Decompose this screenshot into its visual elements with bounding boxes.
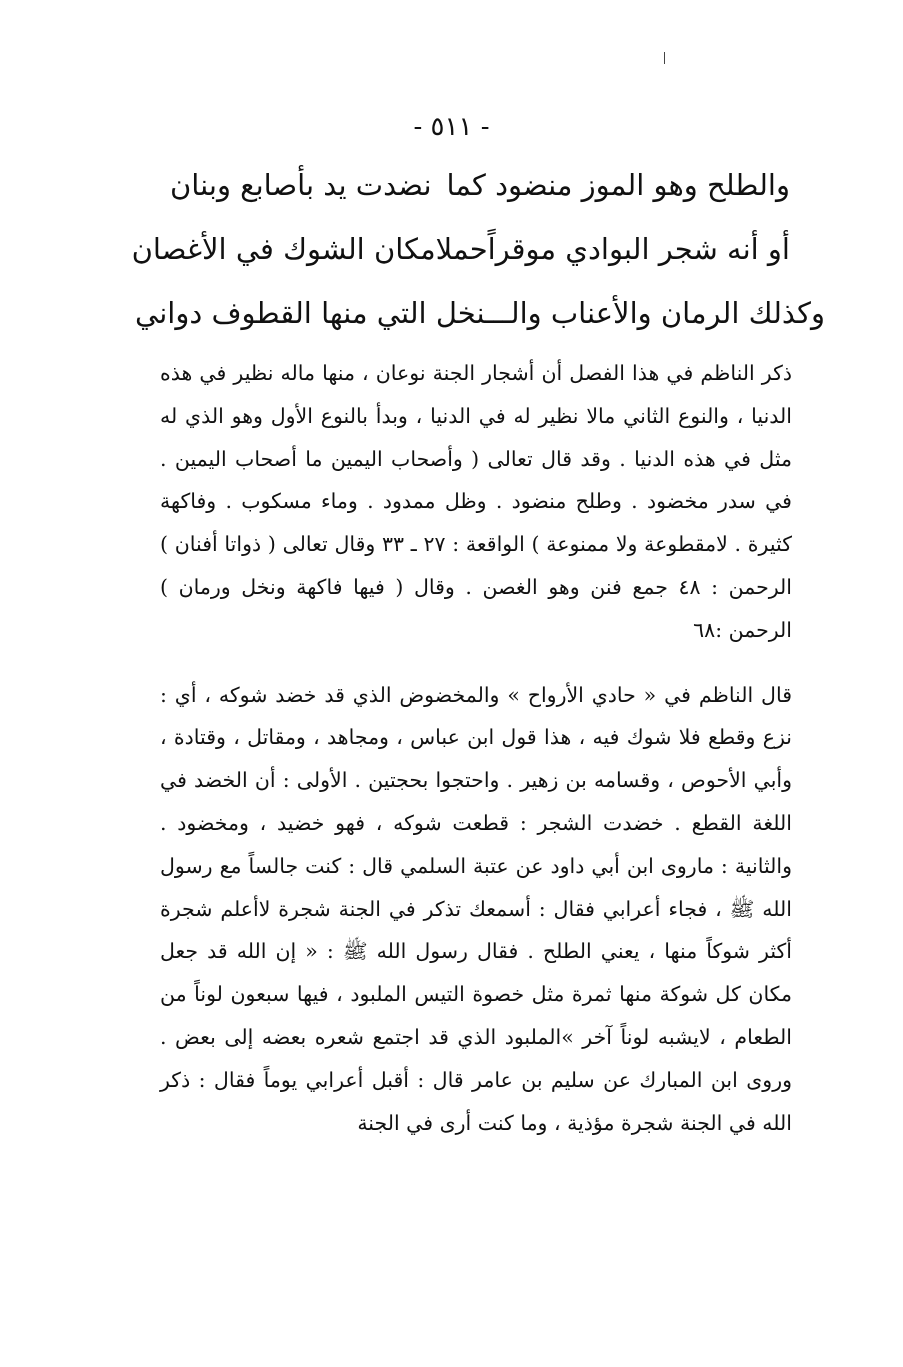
verse-line-2 bbox=[131, 232, 790, 296]
commentary-text bbox=[160, 352, 792, 1144]
commentary-paragraph-2 bbox=[160, 674, 792, 1145]
paragraph-2-text: قال الناظم في « حادي الأرواح » والمخضوض الذي قد خضد شوكه ، أي : نزع وقطع فلا شوك فيه ، هذا قول ابن عباس ، ومجاهد ، ومقاتل ، وقتادة ، وأبي الأحوص ، وقسامه بن زهير . واحتجوا بحجتين . الأولى : أن الخضد في اللغة القطع . خضدت الشجر : قطعت شوكه ، فهو خضيد ، ومخضود . والثانية : ماروى ابن أبي داود عن عتبة السلمي قال : كنت جالساً مع رسول الله ﷺ ، فجاء أعرابي فقال : أسمعك تذكر في الجنة شجرة لاأعلم شجرة أكثر شوكاً منها ، يعني الطلح . فقال رسول الله ﷺ : « إن الله قد جعل مكان كل شوكة منها ثمرة مثل خصوة التيس الملبود ، فيها سبعون لوناً من الطعام ، لايشبه لوناً آخر »الملبود الذي قد اجتمع شعره بعضه إلى بعض . وروى ابن المبارك عن سليم بن عامر قال : أقبل أعرابي يوماً فقال : ذكر الله في الجنة شجرة مؤذية ، وما كنت أرى في الجنة bbox=[160, 682, 792, 1135]
verse-1-first-hemistich: والطلح وهو الموز منضود كما bbox=[446, 168, 790, 202]
verse-line-3 bbox=[135, 296, 825, 360]
verse-line-1 bbox=[170, 168, 790, 232]
margin-mark bbox=[664, 52, 665, 64]
paragraph-1-text: ذكر الناظم في هذا الفصل أن أشجار الجنة نوعان ، منها ماله نظير في هذه الدنيا ، والنوع الثاني مالا نظير له في الدنيا ، وبدأ بالنوع الأول وهو الذي له مثل في هذه الدنيا . وقد قال تعالى ( وأصحاب اليمين ما أصحاب اليمين . في سدر مخضود . وطلح منضود . وظل ممدود . وماء مسكوب . وفاكهة كثيرة . لامقطوعة ولا ممنوعة ) الواقعة : ٢٧ ـ ٣٣ وقال تعالى ( ذواتا أفنان ) الرحمن : ٤٨ جمع فنن وهو الغصن . وقال ( فيها فاكهة ونخل ورمان ) الرحمن :٦٨ bbox=[160, 361, 792, 642]
page-number: - ٥١١ - bbox=[413, 112, 490, 142]
poem-verses bbox=[131, 168, 825, 360]
verse-2-second-hemistich: حملامكان الشوك في الأغصان bbox=[131, 232, 488, 266]
verse-3-joined: وكذلك الرمان والأعناب والـــنخل التي منها القطوف دواني bbox=[135, 296, 825, 330]
commentary-paragraph-1 bbox=[160, 352, 792, 652]
verse-1-second-hemistich: نضدت يد بأصابع وبنان bbox=[170, 168, 432, 202]
paragraph-spacer bbox=[160, 652, 792, 674]
verse-2-first-hemistich: أو أنه شجر البوادي موقراً bbox=[487, 232, 790, 266]
